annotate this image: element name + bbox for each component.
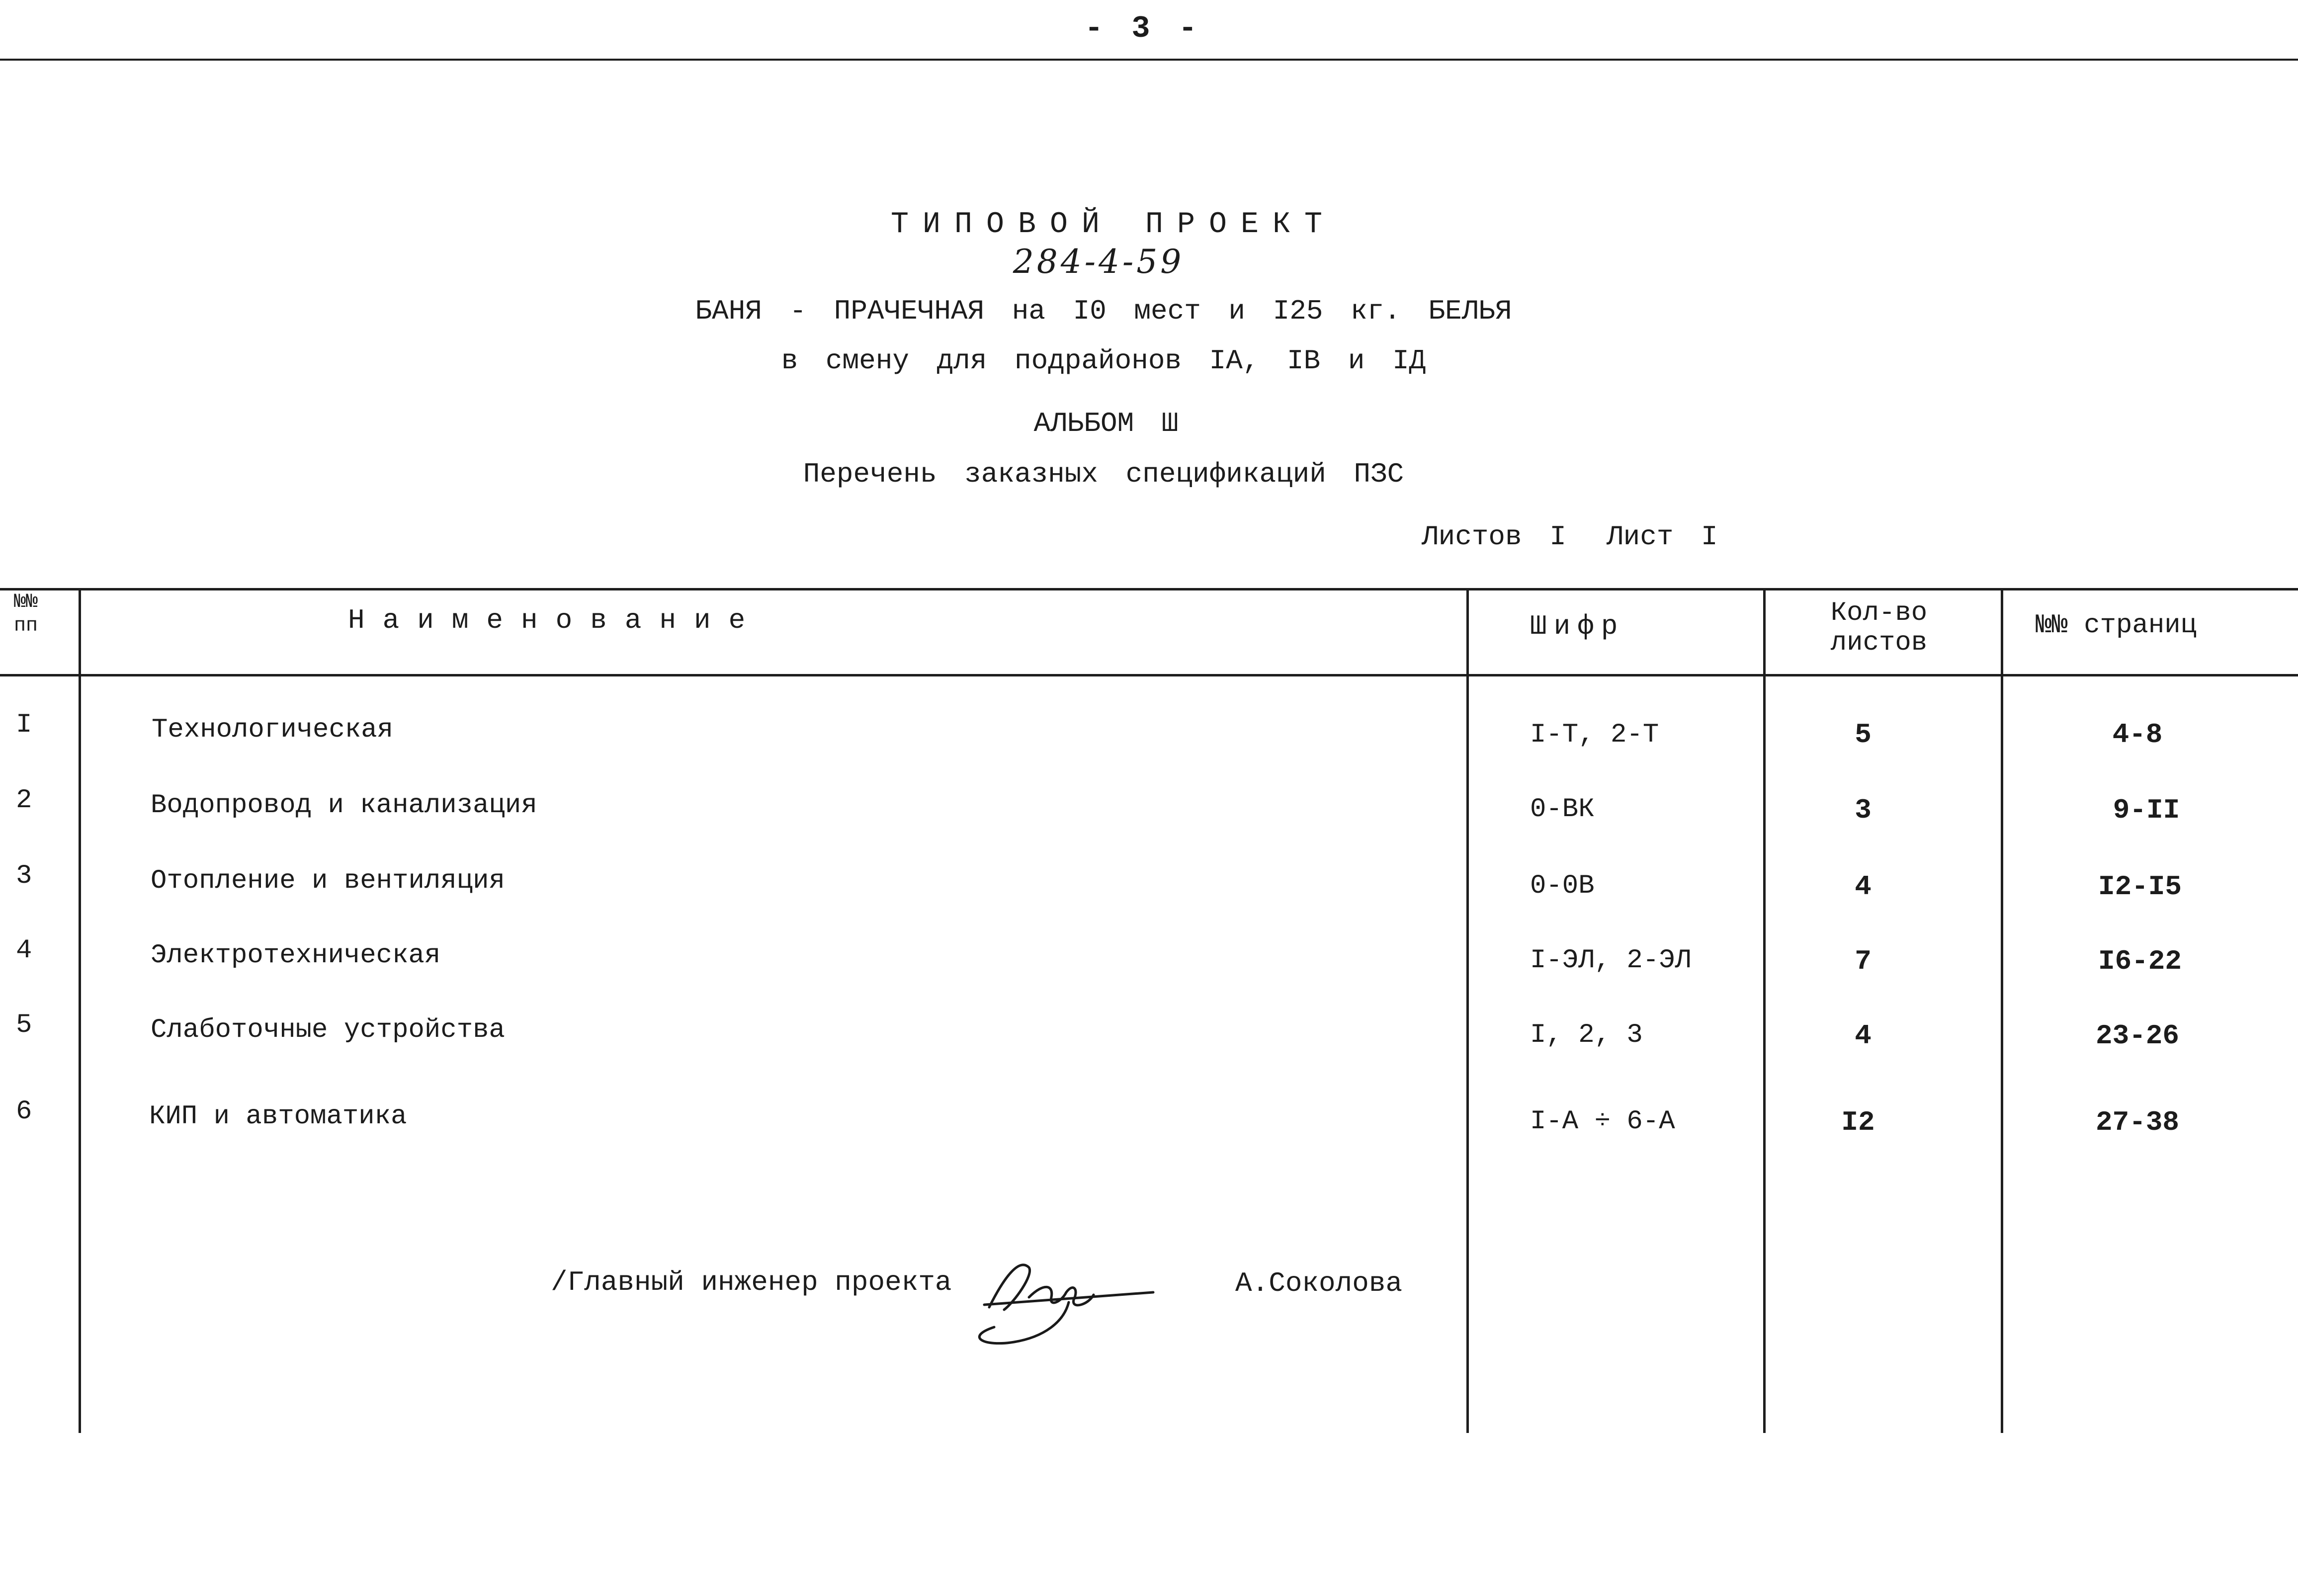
column-divider-2	[1466, 588, 1469, 1433]
title-line-1: БАНЯ - ПРАЧЕЧНАЯ на I0 мест и I25 кг. БЕЛЬЯ	[695, 295, 1512, 327]
column-divider-1	[79, 588, 81, 1433]
table-header-rule	[0, 674, 2298, 676]
row-num: 6	[16, 1096, 32, 1127]
row-name: КИП и автоматика	[149, 1101, 407, 1132]
row-count: 4	[1855, 1020, 1872, 1052]
row-pages: I2-I5	[2098, 871, 2182, 903]
album-label: АЛЬБОМ Ш	[1033, 408, 1179, 439]
handwritten-signature	[954, 1248, 1178, 1347]
header-num: №№ пп	[14, 591, 38, 637]
signature-role: /Главный инженер проекта	[551, 1266, 952, 1298]
row-pages: 4-8	[2112, 719, 2163, 751]
row-num: I	[16, 710, 32, 740]
row-count: 3	[1855, 794, 1872, 826]
header-name: Наименование	[348, 604, 764, 636]
row-name: Технологическая	[152, 715, 394, 745]
row-pages: 9-II	[2113, 794, 2180, 826]
signature-name: А.Соколова	[1235, 1267, 1403, 1299]
row-code: I-ЭЛ, 2-ЭЛ	[1530, 945, 1692, 976]
row-code: 0-ВК	[1530, 794, 1595, 825]
header-count: Кол-во листов	[1830, 598, 1928, 658]
row-num: 2	[16, 785, 32, 816]
row-count: I2	[1841, 1106, 1875, 1138]
row-pages: I6-22	[2098, 945, 2182, 977]
row-name: Водопровод и канализация	[151, 790, 537, 821]
title-label: ТИПОВОЙ ПРОЕКТ	[890, 208, 1337, 242]
row-name: Отопление и вентиляция	[151, 866, 505, 896]
column-divider-3	[1763, 588, 1766, 1433]
row-code: I, 2, 3	[1530, 1020, 1643, 1050]
subtitle: Перечень заказных спецификаций ПЗС	[803, 458, 1404, 490]
header-pages: №№ страниц	[2036, 610, 2197, 641]
title-line-2: в смену для подрайонов IА, IВ и IД	[781, 345, 1426, 377]
row-count: 4	[1855, 871, 1872, 903]
sheets-total: Листов I	[1422, 521, 1566, 553]
column-divider-4	[2001, 588, 2003, 1433]
sheet-current: Лист I	[1607, 521, 1718, 553]
top-rule	[0, 59, 2298, 61]
row-code: I-А ÷ 6-А	[1530, 1106, 1675, 1137]
table-top-rule	[0, 588, 2298, 590]
header-code: Шифр	[1530, 610, 1625, 642]
row-num: 5	[16, 1010, 32, 1040]
row-pages: 23-26	[2095, 1020, 2180, 1052]
row-pages: 27-38	[2095, 1106, 2180, 1138]
row-num: 4	[16, 935, 32, 966]
project-number: 284-4-59	[1013, 243, 1185, 281]
row-name: Слаботочные устройства	[151, 1015, 505, 1045]
row-num: 3	[16, 861, 32, 891]
row-name: Электротехническая	[151, 940, 441, 971]
row-code: 0-0В	[1530, 871, 1595, 901]
row-count: 5	[1855, 719, 1872, 751]
row-count: 7	[1855, 945, 1872, 977]
row-code: I-Т, 2-Т	[1530, 720, 1659, 750]
page-number: - 3 -	[1084, 11, 1202, 46]
